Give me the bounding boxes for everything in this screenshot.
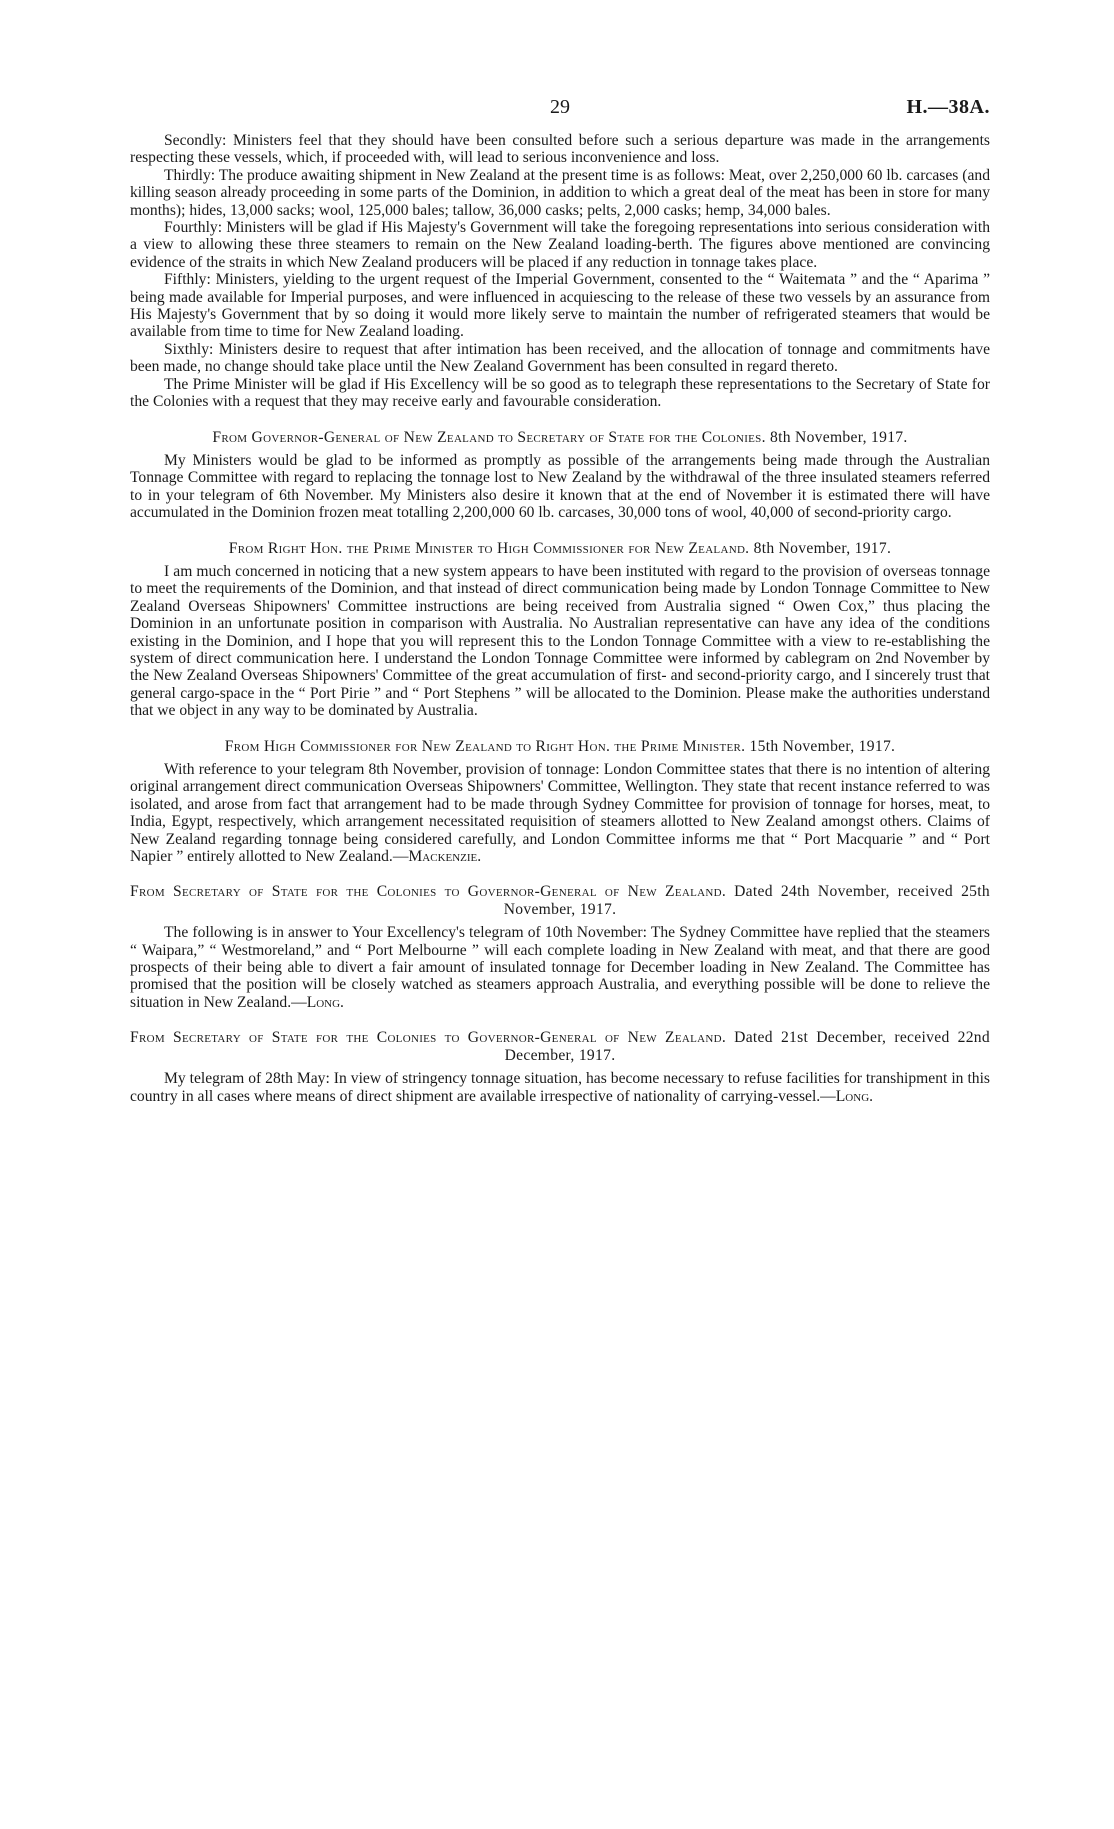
- message-heading: From Right Hon. the Prime Minister to High Commissioner for New Zealand. 8th November, 1917.: [228, 539, 892, 557]
- message-5: [130, 1029, 990, 1105]
- message-heading: From Secretary of State for the Colonies to Governor-General of New Zealand. Dated 21st December, received 22nd December, 1917.: [130, 1029, 990, 1064]
- message-body: My telegram of 28th May: In view of stringency tonnage situation, has become necessary to refuse facilities for transhipment in this country in all cases where means of direct shipment are available irrespective of nationality of carrying-vessel.—Long.: [130, 1070, 990, 1105]
- paragraph-thirdly: Thirdly: The produce awaiting shipment in New Zealand at the present time is as follows: Meat, over 2,250,000 60 lb. carcases (and killing season already proceeding in some parts of the Dominion, in addition to which a great deal of the meat has been in store for many months); hides, 13,000 sacks; wool, 125,000 bales; tallow, 36,000 casks; pelts, 2,000 casks; hemp, 34,000 bales.: [130, 166, 990, 219]
- message-2: [130, 540, 990, 720]
- message-signature: Long.: [306, 993, 344, 1011]
- message-body: I am much concerned in noticing that a new system appears to have been instituted with regard to the provision of overseas tonnage to meet the requirements of the Dominion, and that instead of direct communication being made by London Tonnage Committee to New Zealand Overseas Shipowners' Committee instructions are being received from Australia signed “ Owen Cox,” thus placing the Dominion in an unfortunate position in comparison with Australia. No Australian representative can have any idea of the conditions existing in the Dominion, and I hope that you will represent this to the London Tonnage Committee with a view to re-establishing the system of direct communication here. I understand the London Tonnage Committee were informed by cablegram on 2nd November by the New Zealand Overseas Shipowners' Committee of the great accumulation of first- and second-priority cargo, and I sincerely trust that general cargo-space in the “ Port Pirie ” and “ Port Stephens ” will be allocated to the Dominion. Please make the authorities understand that we object in any way to be dominated by Australia.: [130, 562, 990, 720]
- paragraph-fourthly: Fourthly: Ministers will be glad if His Majesty's Government will take the foregoing representations into serious consideration with a view to allowing these three steamers to remain on the New Zealand loading-berth. The figures above mentioned are convincing evidence of the straits in which New Zealand producers will be placed if any reduction in tonnage takes place.: [130, 219, 990, 271]
- message-body: The following is in answer to Your Excellency's telegram of 10th November: The Sydney Committee have replied that the steamers “ Waipara,” “ Westmoreland,” and “ Port Melbourne ” will each complete loading in New Zealand with meat, and that there are good prospects of their being able to divert a fair amount of insulated tonnage for December loading in New Zealand. The Committee has promised that the position will be closely watched as steamers approach Australia, and everything possible will be done to relieve the situation in New Zealand.—Long.: [130, 924, 990, 1011]
- message-date: 15th November, 1917.: [749, 737, 896, 755]
- paragraph-closing-request: The Prime Minister will be glad if His Excellency will be so good as to telegraph these representations to the Secretary of State for the Colonies with a request that they may receive early and favourable consideration.: [130, 375, 990, 411]
- paragraph-sixthly: Sixthly: Ministers desire to request that after intimation has been received, and the allocation of tonnage and commitments have been made, no change should take place until the New Zealand Government has been consulted in regard thereto.: [130, 340, 990, 376]
- document-page: [130, 92, 990, 1105]
- message-date: 8th November, 1917.: [770, 428, 908, 446]
- message-4: [130, 883, 990, 1011]
- message-1: [130, 429, 990, 522]
- message-body: With reference to your telegram 8th November, provision of tonnage: London Committee states that there is no intention of altering original arrangement direct communication Overseas Shipowners' Committee, Wellington. They state that recent instance referred to was isolated, and arose from fact that arrangement had to be made through Sydney Committee for provision of tonnage for horses, meat, to India, Egypt, respectively, which arrangement necessitated requisition of steamers allotted to New Zealand amongst others. Claims of New Zealand regarding tonnage being considered carefully, and London Committee informs me that “ Port Macquarie ” and “ Port Napier ” entirely allotted to New Zealand.—Mackenzie.: [130, 761, 990, 866]
- message-signature: Long.: [835, 1087, 874, 1105]
- message-date: Dated 24th November, received 25th November, 1917.: [503, 883, 990, 918]
- message-signature: Mackenzie.: [408, 848, 482, 866]
- intro-section: [130, 132, 990, 411]
- message-heading: From Secretary of State for the Colonies to Governor-General of New Zealand. Dated 24th November, received 25th November, 1917.: [130, 883, 990, 918]
- page-number: 29: [550, 96, 570, 118]
- message-date: 8th November, 1917.: [753, 539, 892, 557]
- message-date: Dated 21st December, received 22nd December, 1917.: [504, 1029, 990, 1064]
- message-heading: From High Commissioner for New Zealand to Right Hon. the Prime Minister. 15th November, 1917.: [224, 737, 896, 755]
- message-heading: From Governor-General of New Zealand to Secretary of State for the Colonies. 8th November, 1917.: [212, 428, 908, 446]
- paragraph-fifthly: Fifthly: Ministers, yielding to the urgent request of the Imperial Government, consented to the “ Waitemata ” and the “ Aparima ” being made available for Imperial purposes, and were influenced in acquiescing to the release of these two vessels by an assurance from His Majesty's Government that by so doing it would more likely serve to maintain the number of refrigerated steamers that would be available from time to time for New Zealand loading.: [130, 271, 990, 341]
- paragraph-secondly: Secondly: Ministers feel that they should have been consulted before such a serious departure was made in the arrangements respecting these vessels, which, if proceeded with, will lead to serious inconvenience and loss.: [130, 132, 990, 167]
- page-header: [130, 92, 990, 132]
- document-reference: H.—38A.: [906, 96, 990, 118]
- message-body: My Ministers would be glad to be informed as promptly as possible of the arrangements being made through the Australian Tonnage Committee with regard to replacing the tonnage lost to New Zealand by the withdrawal of the three insulated steamers referred to in your telegram of 6th November. My Ministers also desire it known that at the end of November it is estimated there will have accumulated in the Dominion frozen meat totalling 2,200,000 60 lb. carcases, 30,000 tons of wool, 40,000 of second-priority cargo.: [130, 451, 990, 522]
- message-3: [130, 738, 990, 866]
